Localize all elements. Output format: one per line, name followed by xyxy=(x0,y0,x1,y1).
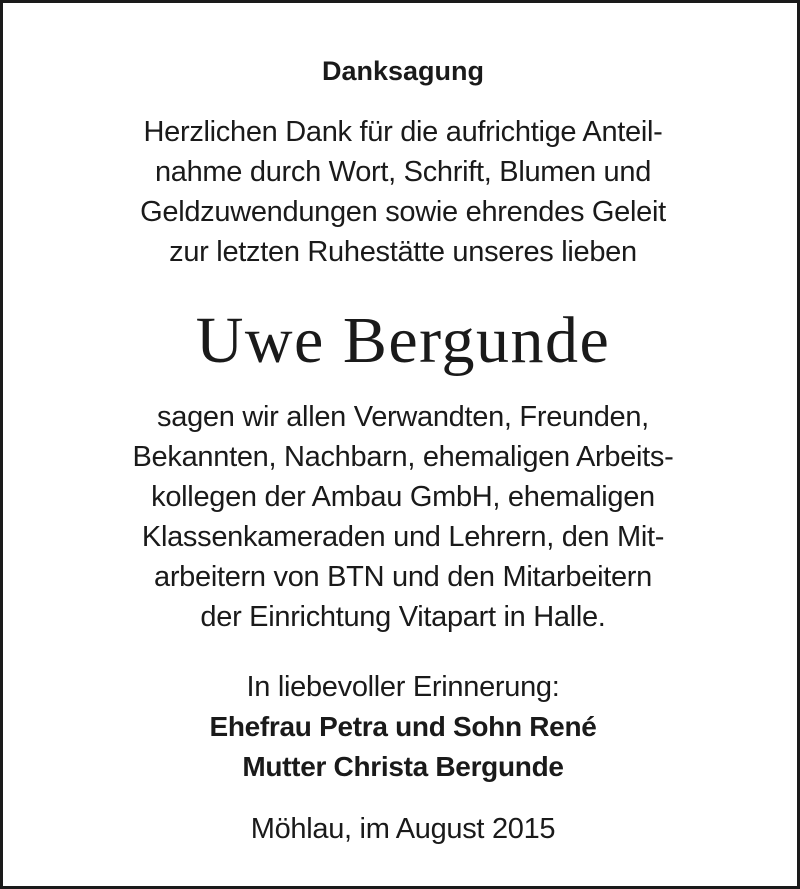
memory-line: In liebevoller Erinnerung: xyxy=(246,671,560,703)
signatory-line: Ehefrau Petra und Sohn René xyxy=(209,711,597,742)
signatory-line: Mutter Christa Bergunde xyxy=(242,751,564,782)
thanks-line: Klassenkameraden und Lehrern, den Mit- xyxy=(141,521,665,553)
intro-line: Geldzuwendungen sowie ehrendes Geleit xyxy=(140,196,666,228)
deceased-name: Uwe Bergunde xyxy=(195,304,611,377)
thanks-line: arbeitern von BTN und den Mitarbeitern xyxy=(154,561,652,593)
thanks-line: Bekannten, Nachbarn, ehemaligen Arbeits- xyxy=(132,441,674,473)
notice-title: Danksagung xyxy=(321,56,485,86)
intro-line: Herzlichen Dank für die aufrichtige Anteil- xyxy=(143,116,663,148)
thanks-line: der Einrichtung Vitapart in Halle. xyxy=(200,601,606,633)
intro-line: zur letzten Ruhestätte unseres lieben xyxy=(169,236,637,268)
intro-line: nahme durch Wort, Schrift, Blumen und xyxy=(154,156,652,188)
thanks-line: kollegen der Ambau GmbH, ehemaligen xyxy=(151,481,655,513)
place-date: Möhlau, im August 2015 xyxy=(250,813,556,845)
thanks-line: sagen wir allen Verwandten, Freunden, xyxy=(157,401,649,433)
